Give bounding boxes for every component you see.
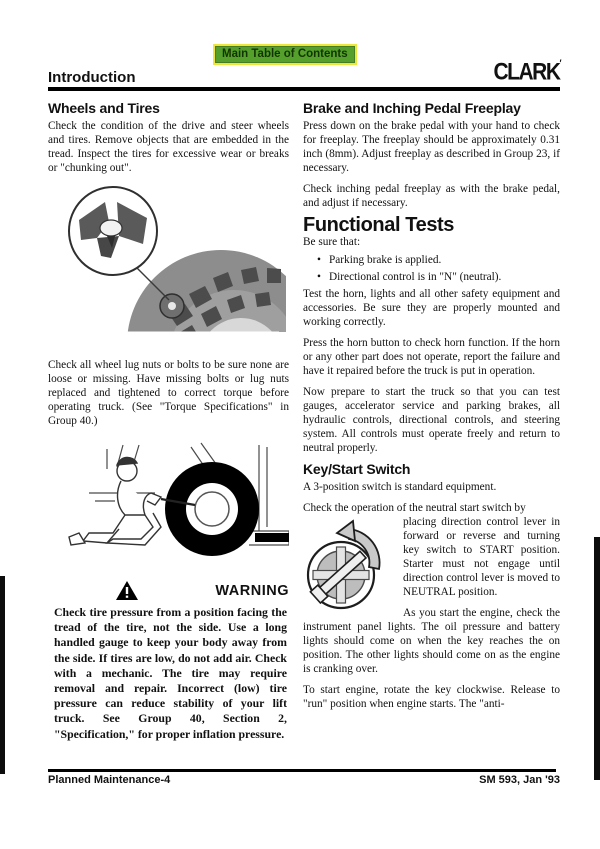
- footer-rule: [48, 769, 556, 772]
- horn-check-para: Press the horn button to check horn function. If the horn or any other part does not operate, report the failure and have it repaired before the truck is put in operation.: [303, 337, 560, 377]
- warning-text: Check tire pressure from a position facing the tread of the tire, not the side. Use a long handled gauge to keep your body away from the side. If tires are low, do not add air. Check with a mechanic. The tire may require removal and repair. Incorrect (low) tire pressure can reduce stability of your lift truck. See Group 40, Section 2, "Specification," for proper inflation pressure.: [54, 605, 287, 741]
- scan-artifact-right: [594, 537, 600, 780]
- list-item: [317, 270, 560, 284]
- tire-inspection-illustration: [51, 182, 286, 350]
- warning-header: [48, 581, 289, 600]
- footer-page-label: Planned Maintenance-4: [48, 774, 171, 786]
- left-column: [48, 98, 289, 742]
- key-start-switch-heading: Key/Start Switch: [303, 461, 411, 477]
- tire-pressure-check-illustration: [49, 435, 289, 573]
- safety-equipment-para: Test the horn, lights and all other safety equipment and accessories. Be sure they are properly mounted and working correctly.: [303, 288, 560, 328]
- tire-pressure-check-figure: [48, 435, 289, 573]
- brake-freeplay-para-1: Press down on the brake pedal with your hand to check for freeplay. The freeplay should be approximately 0.31 inch (8mm). Adjust freeplay as described in Group 23, if necessary.: [303, 120, 560, 174]
- scan-artifact-left: [0, 576, 5, 774]
- right-column: [303, 98, 560, 742]
- neutral-start-switch-block: [303, 501, 560, 599]
- prepare-start-para: Now prepare to start the truck so that you can test gauges, accelerator service and parking brakes, all hydraulic controls, directional controls, and steering system. All controls must operate freely and return to neutral properly.: [303, 386, 560, 454]
- brake-freeplay-heading: Brake and Inching Pedal Freeplay: [303, 100, 521, 116]
- key-rotate-para: To start engine, rotate the key clockwise. Release to "run" position when engine starts. The "anti-: [303, 684, 560, 710]
- wheels-tires-para-1: Check the condition of the drive and steer wheels and tires. Remove objects that are embedded in the tread. Inspect the tires for excessive wear or breaks or "chunking out".: [48, 120, 289, 174]
- bullet-directional-control: Directional control is in "N" (neutral).: [329, 271, 502, 283]
- key-switch-illustration: [303, 517, 395, 613]
- main-table-of-contents-link[interactable]: Main Table of Contents: [213, 44, 357, 65]
- page-footer: [48, 774, 560, 786]
- page-body: [48, 98, 560, 742]
- bullet-parking-brake: Parking brake is applied.: [329, 254, 442, 266]
- tire-tread-inspection-figure: [48, 182, 289, 350]
- switch-standard-para: A 3-position switch is standard equipment.: [303, 481, 497, 493]
- neutral-switch-intro: Check the operation of the neutral start switch by: [303, 502, 526, 514]
- be-sure-text: Be sure that:: [303, 236, 361, 248]
- bullet-icon: •: [317, 254, 321, 266]
- page-header: [48, 58, 560, 86]
- warning-label: WARNING: [215, 582, 289, 599]
- bullet-icon: •: [317, 271, 321, 283]
- engine-start-para: As you start the engine, check the instrument panel lights. The oil pressure and battery lights should come on when the key reaches the on position. The other lights should come on as the engine is cranking over.: [303, 607, 560, 675]
- warning-triangle-icon: [116, 581, 138, 600]
- footer-doc-ref: SM 593, Jan '93: [479, 774, 560, 786]
- clark-logo: [493, 58, 560, 86]
- wheels-tires-para-2: Check all wheel lug nuts or bolts to be sure none are loose or missing. Have missing bolts or lug nuts replaced and tightened to correct torque before operating truck. (See "Torque Specifications" in Group 40.): [48, 359, 289, 427]
- clark-logo-text: CLARK: [493, 57, 560, 85]
- neutral-switch-rest: placing direction control lever in forward or reverse and turning key switch to START position. Starter must not engage until direction control lever is moved to NEUTRAL position.: [403, 516, 560, 598]
- list-item: [317, 253, 560, 267]
- section-title: Introduction: [48, 69, 136, 86]
- wheels-tires-heading: Wheels and Tires: [48, 100, 160, 116]
- clark-logo-mark: ′: [559, 57, 560, 69]
- key-start-switch-figure: [303, 517, 395, 613]
- brake-freeplay-para-2: Check inching pedal freeplay as with the brake pedal, and adjust if necessary.: [303, 183, 560, 209]
- header-rule: [48, 87, 560, 91]
- functional-tests-heading: Functional Tests: [303, 214, 455, 236]
